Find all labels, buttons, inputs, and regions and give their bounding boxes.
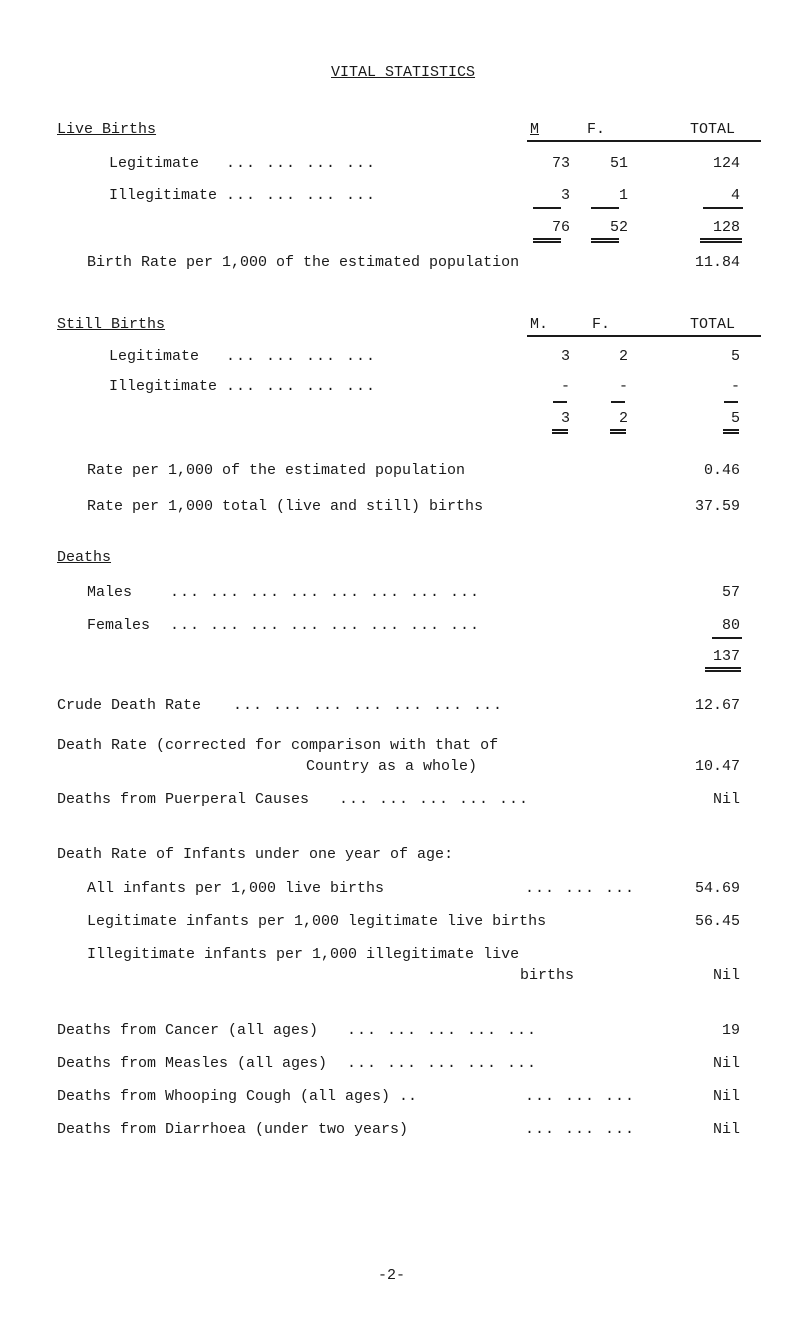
puerperal-value: Nil <box>712 791 740 808</box>
illegitimate-infants-label-line1: Illegitimate infants per 1,000 illegitimate live <box>87 946 520 963</box>
leader-dots: ... ... ... ... ... <box>339 791 530 808</box>
header-rule <box>527 335 761 337</box>
m-value: 3 <box>560 348 570 365</box>
m-value: - <box>560 378 570 395</box>
leader-dots: ... ... ... ... <box>226 187 377 204</box>
all-infants-label: All infants per 1,000 live births <box>87 880 385 897</box>
still-rate2-value: 37.59 <box>694 498 740 515</box>
grand-total: 5 <box>730 410 740 427</box>
subtotal-rule <box>712 637 742 639</box>
col-total-header: TOTAL <box>690 316 736 333</box>
leader-dots: ... ... ... ... ... <box>347 1055 538 1072</box>
birth-rate-value: 11.84 <box>694 254 740 271</box>
total-value: - <box>730 378 740 395</box>
females-value: 80 <box>721 617 740 634</box>
row-label: Illegitimate <box>109 187 218 204</box>
col-total-header: TOTAL <box>690 121 736 138</box>
double-rule <box>610 429 626 434</box>
infant-heading: Death Rate of Infants under one year of age: <box>57 846 454 863</box>
leader-dots: ... ... ... ... <box>226 348 377 365</box>
leader-dots: ... ... ... <box>525 880 636 897</box>
double-rule <box>723 429 739 434</box>
subtotal-rule <box>611 401 625 403</box>
grand-total: 128 <box>712 219 740 236</box>
subtotal-rule <box>591 207 619 209</box>
leader-dots: ... ... ... ... <box>226 155 377 172</box>
item-label: Deaths from Measles (all ages) <box>57 1055 328 1072</box>
f-value: 2 <box>618 348 628 365</box>
col-m-header: M <box>530 121 540 138</box>
page-number: -2- <box>378 1267 406 1284</box>
item-value: 19 <box>721 1022 740 1039</box>
col-f-header: F. <box>587 121 606 138</box>
still-rate1-label: Rate per 1,000 of the estimated population <box>87 462 466 479</box>
item-value: Nil <box>712 1121 740 1138</box>
subtotal-rule <box>533 207 561 209</box>
item-value: Nil <box>712 1055 740 1072</box>
m-total: 3 <box>560 410 570 427</box>
f-value: 1 <box>618 187 628 204</box>
total-value: 5 <box>730 348 740 365</box>
f-value: - <box>618 378 628 395</box>
item-label: Deaths from Whooping Cough (all ages) .. <box>57 1088 418 1105</box>
puerperal-label: Deaths from Puerperal Causes <box>57 791 310 808</box>
page-title: VITAL STATISTICS <box>331 64 476 81</box>
leader-dots: ... ... ... ... ... <box>347 1022 538 1039</box>
leader-dots: ... ... ... ... ... ... ... ... <box>170 617 481 634</box>
illegitimate-infants-value: Nil <box>712 967 740 984</box>
still-rate2-label: Rate per 1,000 total (live and still) births <box>87 498 484 515</box>
row-label: Illegitimate <box>109 378 218 395</box>
subtotal-rule <box>724 401 738 403</box>
header-rule <box>527 140 761 142</box>
f-value: 51 <box>609 155 628 172</box>
total-value: 124 <box>712 155 740 172</box>
double-rule <box>591 238 619 243</box>
double-rule <box>552 429 568 434</box>
crude-death-rate-value: 12.67 <box>694 697 740 714</box>
row-label: Legitimate <box>109 348 200 365</box>
item-label: Deaths from Cancer (all ages) <box>57 1022 319 1039</box>
total-value: 4 <box>730 187 740 204</box>
col-m-header: M. <box>530 316 549 333</box>
double-rule <box>700 238 742 243</box>
subtotal-rule <box>703 207 743 209</box>
leader-dots: ... ... ... <box>525 1121 636 1138</box>
legitimate-infants-value: 56.45 <box>694 913 740 930</box>
corrected-rate-label-line2: Country as a whole) <box>306 758 478 775</box>
leader-dots: ... ... ... ... ... ... ... <box>233 697 504 714</box>
males-label: Males <box>87 584 133 601</box>
item-value: Nil <box>712 1088 740 1105</box>
live-births-heading: Live Births <box>57 121 157 138</box>
corrected-rate-value: 10.47 <box>694 758 740 775</box>
m-value: 73 <box>551 155 570 172</box>
m-value: 3 <box>560 187 570 204</box>
still-rate1-value: 0.46 <box>703 462 740 479</box>
still-births-heading: Still Births <box>57 316 166 333</box>
males-value: 57 <box>721 584 740 601</box>
leader-dots: ... ... ... ... <box>226 378 377 395</box>
legitimate-infants-label: Legitimate infants per 1,000 legitimate live births <box>87 913 547 930</box>
double-rule <box>705 667 741 672</box>
m-total: 76 <box>551 219 570 236</box>
item-label: Deaths from Diarrhoea (under two years) <box>57 1121 409 1138</box>
deaths-heading: Deaths <box>57 549 112 566</box>
all-infants-value: 54.69 <box>694 880 740 897</box>
corrected-rate-label-line1: Death Rate (corrected for comparison with that of <box>57 737 499 754</box>
double-rule <box>533 238 561 243</box>
deaths-total: 137 <box>712 648 740 665</box>
row-label: Legitimate <box>109 155 200 172</box>
f-total: 52 <box>609 219 628 236</box>
col-f-header: F. <box>592 316 611 333</box>
birth-rate-label: Birth Rate per 1,000 of the estimated population <box>87 254 520 271</box>
illegitimate-infants-label-line2: births <box>520 967 575 984</box>
females-label: Females <box>87 617 151 634</box>
leader-dots: ... ... ... <box>525 1088 636 1105</box>
crude-death-rate-label: Crude Death Rate <box>57 697 202 714</box>
f-total: 2 <box>618 410 628 427</box>
leader-dots: ... ... ... ... ... ... ... ... <box>170 584 481 601</box>
subtotal-rule <box>553 401 567 403</box>
